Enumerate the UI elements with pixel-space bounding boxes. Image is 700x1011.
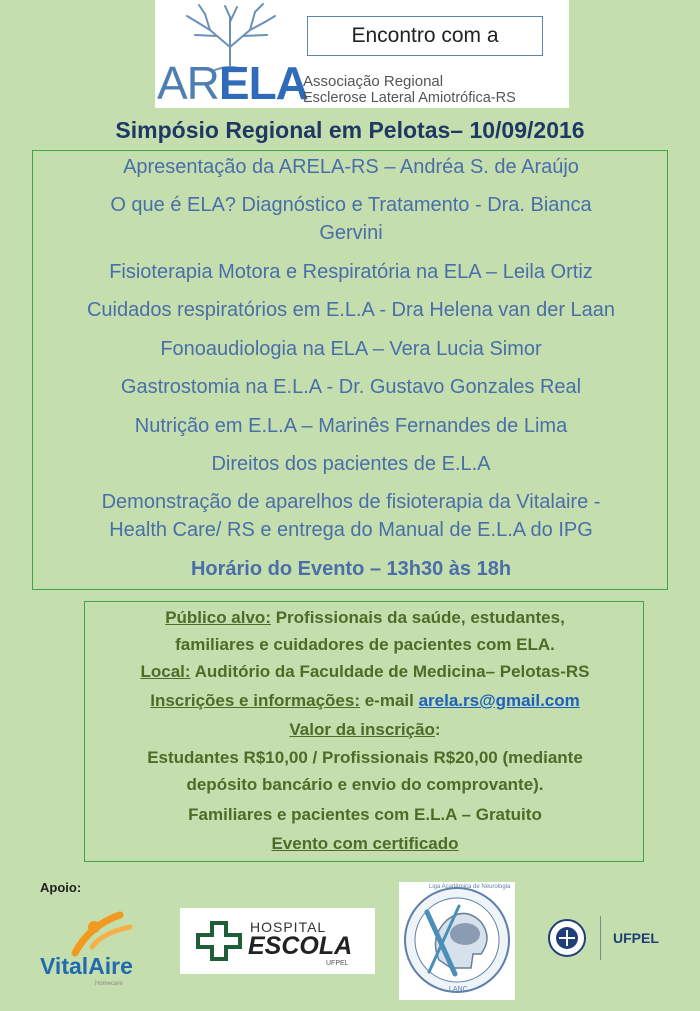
escola-word: ESCOLA <box>248 932 353 960</box>
certificate-line <box>85 833 645 855</box>
program-item: Apresentação da ARELA-RS – Andréa S. de Araújo <box>123 156 579 178</box>
arela-wordmark-ar: AR <box>157 57 219 109</box>
hospital-subtitle: UFPEL <box>326 960 349 967</box>
program-item: Fonoaudiologia na ELA – Vera Lucia Simor <box>160 338 542 360</box>
price-heading <box>85 719 645 741</box>
association-name-line1: Associação Regional <box>303 73 444 90</box>
association-name-line2: Esclerose Lateral Amiotrófica-RS <box>303 90 516 106</box>
program-item: O que é ELA? Diagnóstico e Tratamento - Dra. Bianca <box>110 194 592 216</box>
ufpel-divider <box>600 916 601 960</box>
program-item: Cuidados respiratórios em E.L.A - Dra Helena van der Laan <box>86 299 616 321</box>
hospital-escola-logo <box>180 908 375 974</box>
vitalaire-logo <box>40 905 150 990</box>
ufpel-seal-icon <box>547 918 587 958</box>
program-item: Health Care/ RS e entrega do Manual de E.L.A do IPG <box>109 519 593 541</box>
program-item: Nutrição em E.L.A – Marinês Fernandes de Lima <box>134 415 568 437</box>
registration-text: e-mail <box>360 691 419 710</box>
program-item: Gervini <box>319 222 383 244</box>
registration-label: Inscrições e informações: <box>150 691 360 710</box>
program-item: Demonstração de aparelhos de fisioterapia da Vitalaire - <box>101 491 601 513</box>
certificate-text: Evento com certificado <box>271 834 459 853</box>
info-box <box>84 601 644 862</box>
price-line-2: depósito bancário e envio do comprovante). <box>186 775 544 794</box>
liga-neurologia-logo <box>399 882 515 1000</box>
arela-wordmark-ela: ELA <box>218 57 308 109</box>
vitalaire-wordmark: VitalAire <box>40 953 133 979</box>
encontro-label: Encontro com a <box>307 16 543 56</box>
event-time: Horário do Evento – 13h30 às 18h <box>190 558 512 580</box>
hospital-cross-icon <box>196 921 242 961</box>
audience-label: Público alvo: <box>165 608 271 627</box>
location-label: Local: <box>140 662 191 681</box>
free-line: Familiares e pacientes com E.L.A – Gratuito <box>188 805 542 824</box>
liga-acronym: LANC <box>449 986 468 993</box>
liga-name: Liga Acadêmica de Neurologia <box>429 884 511 890</box>
price-line-1: Estudantes R$10,00 / Profissionais R$20,00 (mediante <box>147 748 583 767</box>
price-heading-colon: : <box>434 720 441 739</box>
program-box <box>32 150 668 590</box>
price-heading-label: Valor da inscrição <box>289 720 435 739</box>
program-item: Gastrostomia na E.L.A - Dr. Gustavo Gonzales Real <box>120 376 582 398</box>
audience-text-2: familiares e cuidadores de pacientes com ELA. <box>175 635 555 654</box>
location-text: Auditório da Faculdade de Medicina– Pelotas-RS <box>190 662 590 681</box>
program-item: Fisioterapia Motora e Respiratória na ELA – Leila Ortiz <box>109 261 593 283</box>
ufpel-logo <box>545 908 675 968</box>
support-label: Apoio: <box>40 880 82 895</box>
email-link[interactable]: arela.rs@gmail.com <box>418 691 580 710</box>
location-line <box>85 661 645 683</box>
registration-line <box>85 690 645 712</box>
arela-wordmark <box>157 57 308 109</box>
arela-logo-block <box>155 0 569 108</box>
audience-line <box>85 607 645 629</box>
program-item: Direitos dos pacientes de E.L.A <box>211 453 491 475</box>
audience-text: Profissionais da saúde, estudantes, <box>270 608 565 627</box>
vitalaire-subtitle: Homecare <box>95 981 123 987</box>
hospital-word: HOSPITAL <box>250 919 327 935</box>
brain-emblem-icon <box>399 882 515 1000</box>
page-title: Simpósio Regional em Pelotas– 10/09/2016 <box>115 117 585 143</box>
ufpel-wordmark: UFPEL <box>613 930 659 946</box>
